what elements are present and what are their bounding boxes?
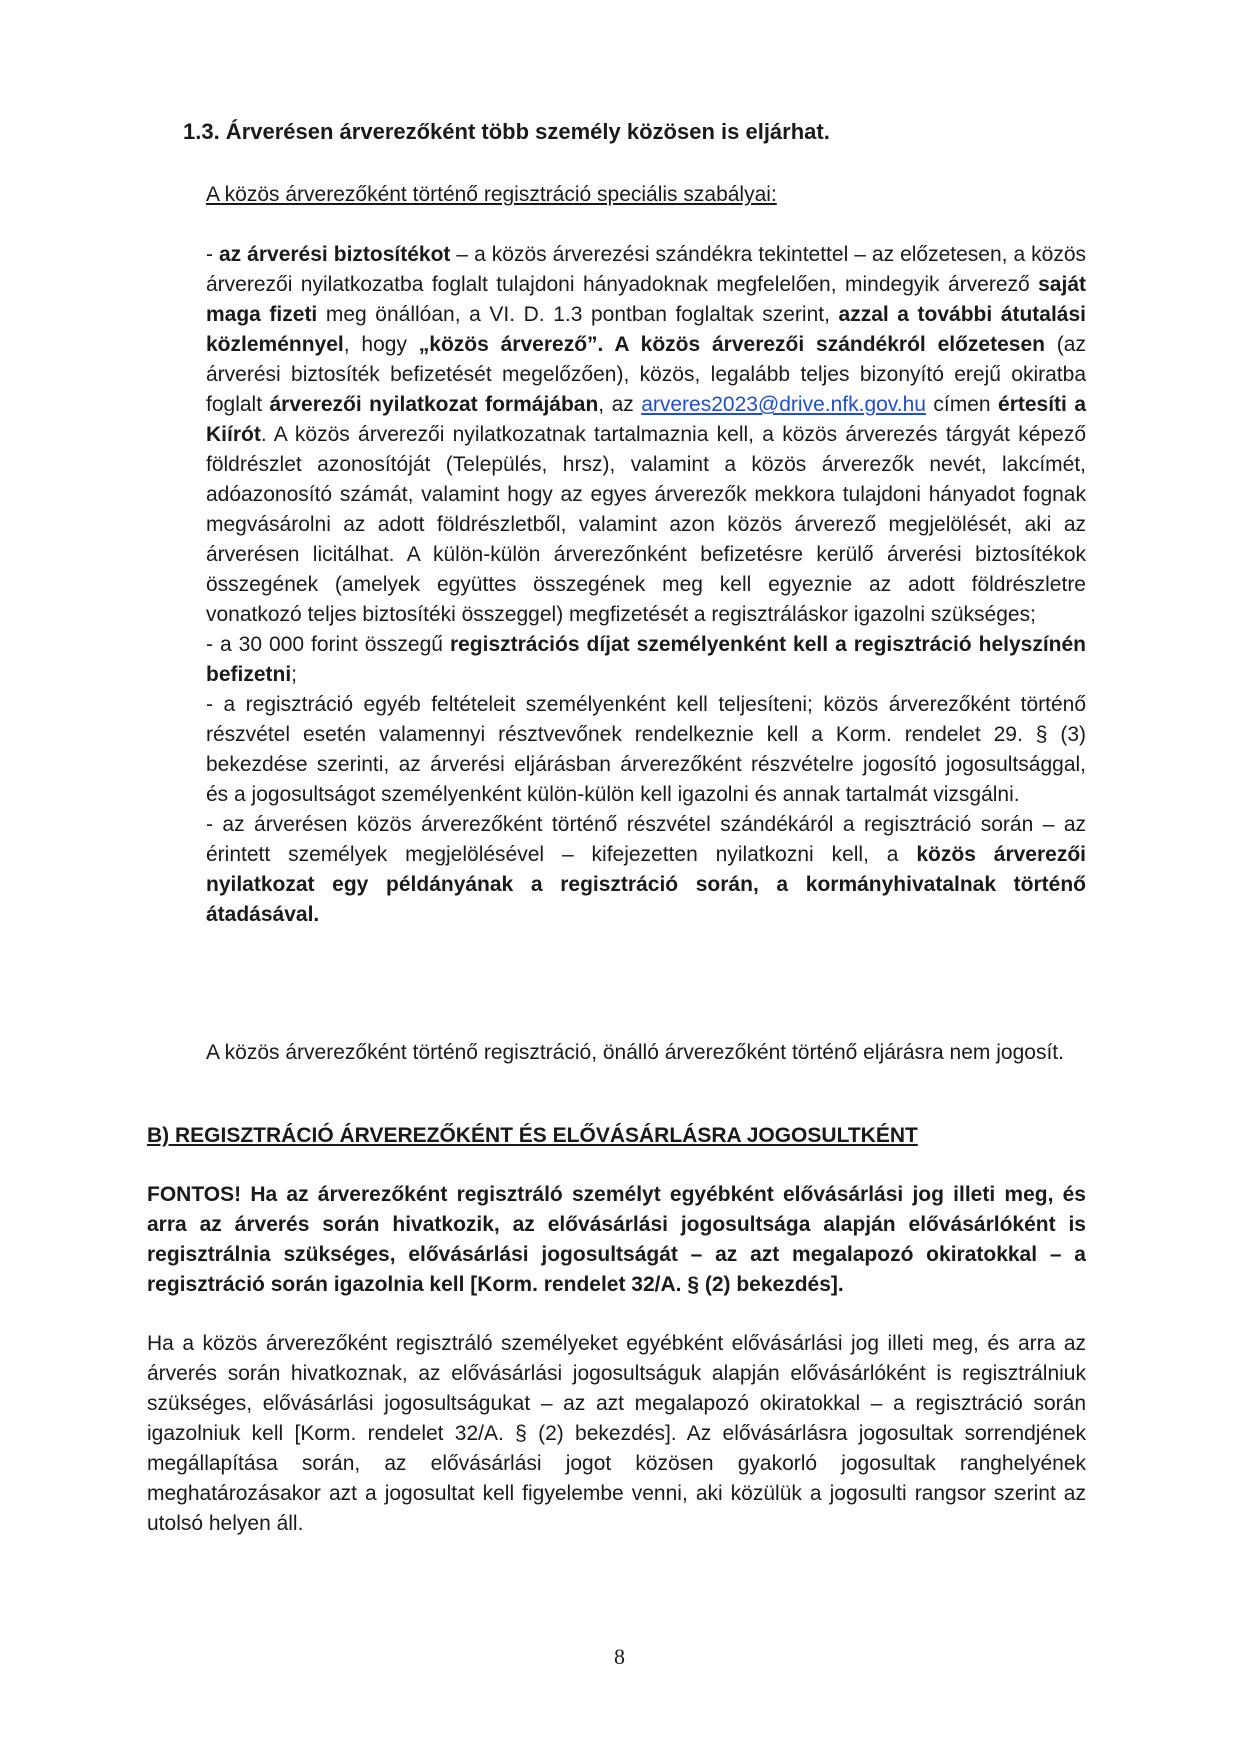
- bold-run: saját maga fizeti: [206, 273, 1086, 326]
- text-run: . A közös árverezői nyilatkozatnak tartalmaznia kell, a közös árverezés tárgyát képező földrészlet azonosítóját (Település, hrsz), valamint a közös árverezők nevét, lakcímét, adóazonosító számát, valamint hogy az egyes árverezők mekkora tulajdoni hányadot fognak megvásárolni az adott földrészletből, valamint azon közös árverező megjelölését, aki az árverésen licitálhat. A külön-külön árverezőnként befizetésre kerülő árverési biztosítékok összegének (amelyek együttes összegének meg kell egyeznie az adott földrészletre vonatkozó teljes biztosítéki összeggel) megfizetését a regisztráláskor igazolni szükséges;: [206, 423, 1086, 626]
- bold-run: regisztrációs díjat személyenként kell a regisztráció helyszínén befizetni: [206, 633, 1086, 686]
- text-run: , hogy: [343, 333, 419, 356]
- bold-run: az árverési biztosítékot: [219, 243, 451, 266]
- note-paragraph: A közös árverezőként történő regisztráció, önálló árverezőként történő eljárásra nem jogosít.: [206, 1041, 1064, 1064]
- text-run: címen: [925, 393, 999, 416]
- subsection-title: A közös árverezőként történő regisztráció speciális szabályai:: [206, 183, 777, 206]
- text-run: – a közös árverezési szándékra tekintettel – az előzetesen, a közös árverezői nyilatkozatba foglalt tulajdoni hányadoknak megfelelően, mindegyik árverező: [206, 243, 1087, 296]
- bold-run: értesíti a Kiírót: [206, 393, 1086, 446]
- rules-paragraph: [206, 240, 1086, 930]
- text-run: ;: [291, 663, 298, 686]
- text-run: meg önállóan, a VI. D. 1.3 pontban foglaltak szerint,: [317, 303, 839, 326]
- page-number: 8: [614, 1644, 625, 1669]
- bold-run: közös árverezői nyilatkozat egy példányának a regisztráció során, a kormányhivatalnak történő átadásával.: [206, 843, 1086, 926]
- text-run: - az árverésen közös árverezőként történő részvétel szándékáról a regisztráció során – az érintett személyek megjelölésével – kifejezetten nyilatkozni kell, a: [206, 813, 1086, 866]
- bold-run: „közös árverező”. A közös árverezői szándékról előzetesen: [418, 333, 1045, 356]
- important-paragraph: FONTOS! Ha az árverezőként regisztráló személyt egyébként elővásárlási jog illeti meg, és arra az árverés során hivatkozik, az elővásárlási jogosultsága alapján elővásárlóként is regisztrálnia szükséges, elővásárlási jogosultságát – az azt megalapozó okiratokkal – a regisztráció során igazolnia kell [Korm. rendelet 32/A. § (2) bekezdés].: [147, 1183, 1086, 1296]
- section-title: 1.3. Árverésen árverezőként több személy közösen is eljárhat.: [183, 119, 830, 144]
- text-run: - a regisztráció egyéb feltételeit személyenként kell teljesíteni; közös árverezőként történő részvétel esetén valamennyi résztvevőnek rendelkeznie kell a Korm. rendelet 29. § (3) bekezdése szerinti, az árverési eljárásban árverezőként részvételre jogosító jogosultsággal, és a jogosultságot személyenként külön-külön kell igazolni és annak tartalmát vizsgálni.: [206, 693, 1086, 806]
- text-run: , az: [598, 393, 642, 416]
- bold-run: azzal a további átutalási közleménnyel: [206, 303, 1086, 356]
- text-run: - a 30 000 forint összegű: [206, 633, 450, 656]
- preemption-paragraph: Ha a közös árverezőként regisztráló személyeket egyébként elővásárlási jog illeti meg, és arra az árverés során hivatkoznak, az elővásárlási jogosultságuk alapján elővásárlóként is regisztrálniuk szükséges, elővásárlási jogosultságukat – az azt megalapozó okiratokkal – a regisztráció során igazolniuk kell [Korm. rendelet 32/A. § (2) bekezdés]. Az elővásárlásra jogosultak sorrendjének megállapítása során, az elővásárlási jogot közösen gyakorló jogosultak ranghelyének meghatározásakor azt a jogosultat kell figyelembe venni, aki közülük a jogosulti rangsor szerint az utolsó helyen áll.: [147, 1332, 1086, 1535]
- text-run: -: [206, 243, 219, 266]
- section-b-title: B) REGISZTRÁCIÓ ÁRVEREZŐKÉNT ÉS ELŐVÁSÁRLÁSRA JOGOSULTKÉNT: [147, 1124, 918, 1147]
- bold-run: árverezői nyilatkozat formájában: [269, 393, 599, 416]
- text-run: (az árverési biztosíték befizetését megelőzően), közös, legalább teljes bizonyító erejű okiratba foglalt: [206, 333, 1086, 416]
- email-link[interactable]: arveres2023@drive.nfk.gov.hu: [641, 393, 926, 416]
